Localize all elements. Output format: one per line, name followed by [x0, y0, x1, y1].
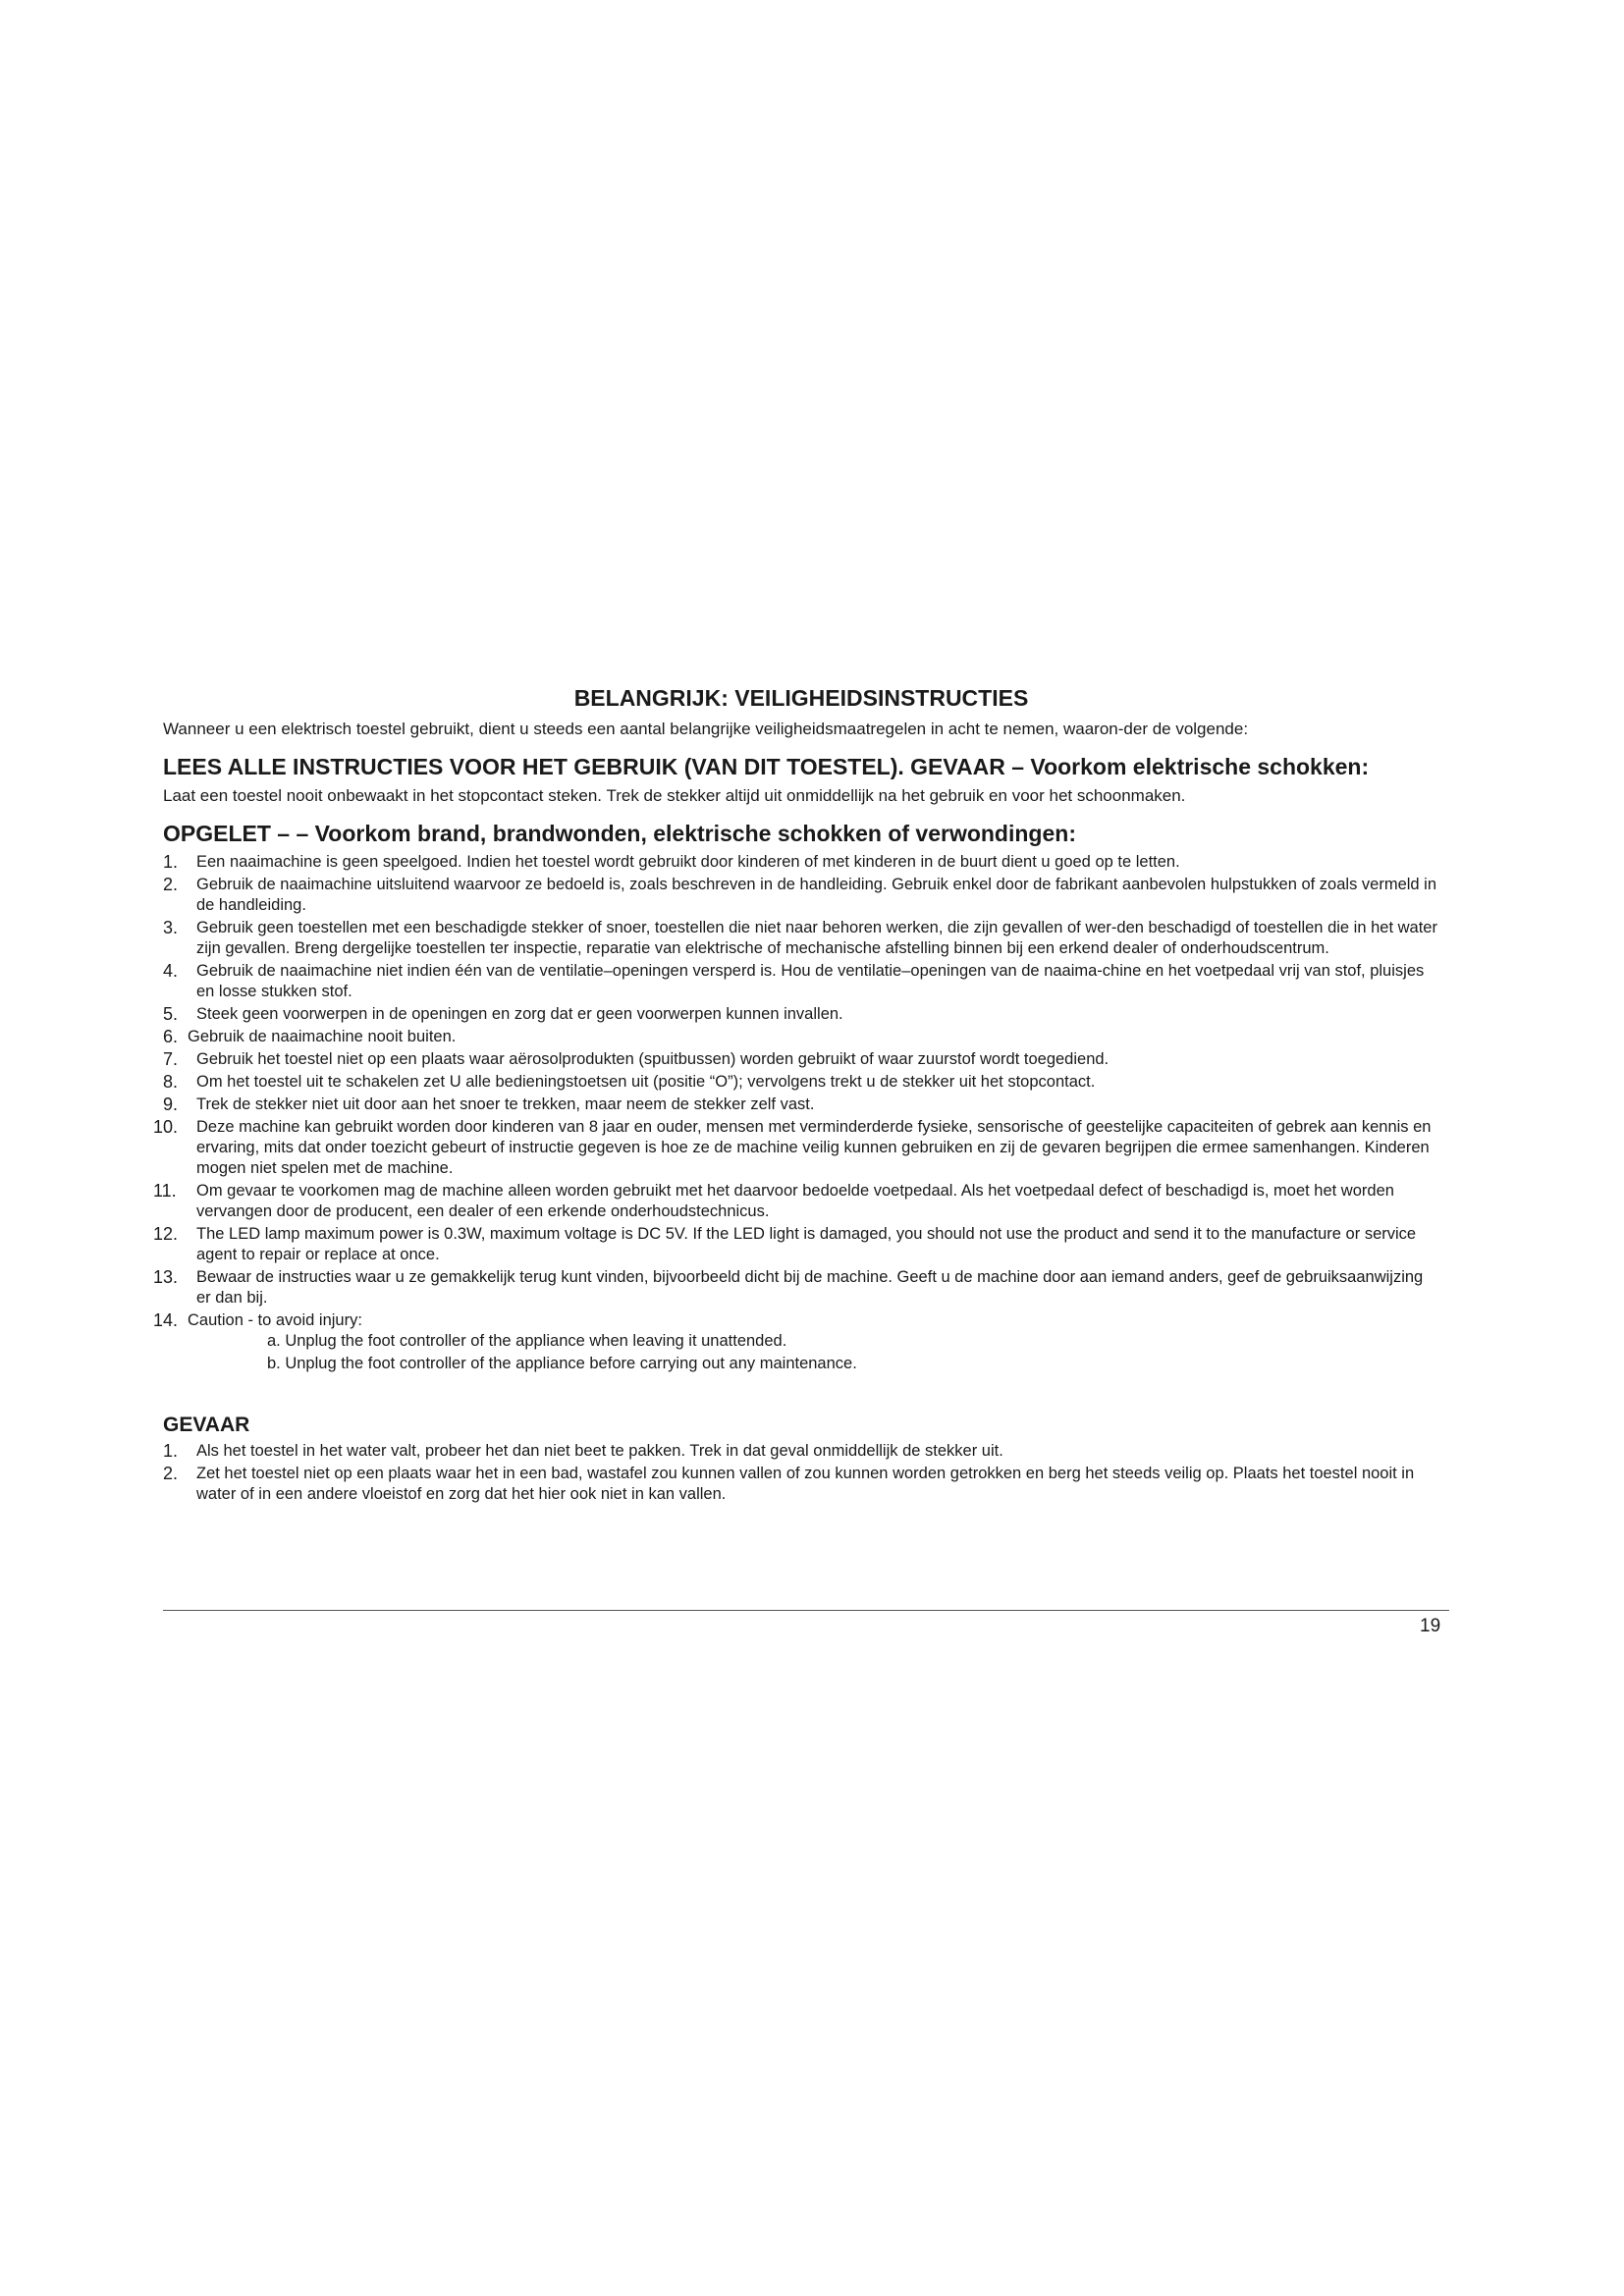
section-heading-caution: OPGELET – – Voorkom brand, brandwonden, elektrische schokken of verwondingen:: [163, 821, 1076, 846]
item-text: Gebruik de naaimachine uitsluitend waarvoor ze bedoeld is, zoals beschreven in de handleiding. Gebruik enkel door de fabrikant aanbevolen hulpstukken of zoals vermeld in de handleiding.: [196, 876, 1437, 914]
item-text: Gebruik de naaimachine niet indien één van de ventilatie–openingen versperd is. Hou de ventilatie–openingen van de naaima-chine en het voetpedaal vrij van stof, pluisjes en losse stukken stof.: [196, 962, 1425, 1000]
item-number: 10.: [153, 1117, 179, 1137]
section-heading-danger: GEVAAR: [163, 1414, 250, 1436]
list-item: [153, 1224, 1439, 1265]
list-item: [153, 1267, 1439, 1308]
item-number: 9.: [163, 1095, 179, 1114]
item-text: Om het toestel uit te schakelen zet U alle bedieningstoetsen uit (positie “O”); vervolgens trekt u de stekker uit het stopcontact.: [196, 1073, 1096, 1091]
item-number: 1.: [163, 852, 179, 872]
list-item: [163, 1072, 1439, 1093]
list-item: [163, 1004, 1439, 1025]
sub-list-item: a. Unplug the foot controller of the appliance when leaving it unattended.: [267, 1332, 787, 1350]
item-number: 3.: [163, 918, 179, 937]
list-item: [153, 1310, 1439, 1374]
item-number: 2.: [163, 875, 179, 894]
sub-list-item: b. Unplug the foot controller of the appliance before carrying out any maintenance.: [267, 1355, 857, 1372]
list-item: [163, 1027, 1439, 1047]
page-number: 19: [1420, 1616, 1441, 1636]
list-item: [163, 852, 1439, 873]
item-text: Gebruik het toestel niet op een plaats waar aërosolprodukten (spuitbussen) worden gebruikt of waar zuurstof wordt toegediend.: [196, 1050, 1110, 1068]
item-text: Bewaar de instructies waar u ze gemakkelijk terug kunt vinden, bijvoorbeeld dicht bij de machine. Geeft u de machine door aan iemand anders, geef de gebruiksaanwijzing er dan bij.: [196, 1268, 1424, 1307]
intro-text: Wanneer u een elektrisch toestel gebruikt, dient u steeds een aantal belangrijke veiligheidsmaatregelen in acht te nemen, waaron-der de volgende:: [163, 720, 1249, 738]
item-number: 12.: [153, 1224, 179, 1244]
item-text: Gebruik geen toestellen met een beschadigde stekker of snoer, toestellen die niet naar behoren werken, die zijn gevallen of wer-den beschadigd of toestellen die in het water zijn gevallen. Breng dergelijke toestellen ter inspectie, reparatie van elektrische of mechanische afstelling binnen bij een erkend dealer of onderhoudscentrum.: [196, 919, 1437, 957]
item-number: 6.: [163, 1027, 179, 1046]
list-item: [153, 1117, 1439, 1179]
item-number: 2.: [163, 1464, 179, 1483]
item-text: Deze machine kan gebruikt worden door kinderen van 8 jaar en ouder, mensen met verminderderde fysieke, sensorische of geestelijke capaciteiten of gebrek aan kennis en ervaring, mits dat onder toezicht gebeurt of instructie gegeven is hoe ze de machine veilig kunnen gebruiken en zij de gevaren begrijpen die ermee samenhangen. Kinderen mogen niet spelen met de machine.: [196, 1118, 1432, 1177]
list-item: [163, 918, 1439, 959]
list-item: [163, 1095, 1439, 1115]
list-item: [163, 1049, 1439, 1070]
list-item: [153, 1181, 1439, 1222]
item-number: 7.: [163, 1049, 179, 1069]
content-area: [153, 683, 1439, 1507]
item-number: 8.: [163, 1072, 179, 1092]
list-item: [163, 1464, 1439, 1505]
page-title: BELANGRIJK: VEILIGHEIDSINSTRUCTIES: [573, 685, 1029, 711]
item-text: Gebruik de naaimachine nooit buiten.: [188, 1028, 457, 1045]
item-number: 11.: [153, 1181, 177, 1201]
list-item: [163, 961, 1439, 1002]
list-item: [163, 1441, 1439, 1462]
item-text: Caution - to avoid injury:: [188, 1311, 362, 1329]
footer-divider: [163, 1610, 1449, 1611]
item-text: Een naaimachine is geen speelgoed. Indien het toestel wordt gebruikt door kinderen of met kinderen in de buurt dient u goed op te letten.: [196, 853, 1180, 871]
item-text: Als het toestel in het water valt, probeer het dan niet beet te pakken. Trek in dat geval onmiddellijk de stekker uit.: [196, 1442, 1003, 1460]
item-text: Om gevaar te voorkomen mag de machine alleen worden gebruikt met het daarvoor bedoelde voetpedaal. Als het voetpedaal defect of beschadigd is, moet het worden vervangen door de producent, een dealer of een erkende onderhoudstechnicus.: [196, 1182, 1394, 1220]
caution-list: [153, 852, 1439, 1374]
item-number: 4.: [163, 961, 179, 981]
item-text: The LED lamp maximum power is 0.3W, maximum voltage is DC 5V. If the LED light is damaged, you should not use the product and send it to the manufacture or service agent to repair or replace at once.: [196, 1225, 1417, 1263]
section-text-instructions: Laat een toestel nooit onbewaakt in het stopcontact steken. Trek de stekker altijd uit onmiddellijk na het gebruik en voor het schoonmaken.: [163, 786, 1186, 805]
section-heading-instructions: LEES ALLE INSTRUCTIES VOOR HET GEBRUIK (VAN DIT TOESTEL). GEVAAR – Voorkom elektrische schokken:: [163, 754, 1370, 779]
item-number: 5.: [163, 1004, 179, 1024]
item-text: Zet het toestel niet op een plaats waar het in een bad, wastafel zou kunnen vallen of zou kunnen worden getrokken en berg het steeds veilig op. Plaats het toestel nooit in water of in een andere vloeistof en zorg dat het hier ook niet in kan vallen.: [196, 1465, 1415, 1503]
item-number: 13.: [153, 1267, 179, 1287]
item-text: Trek de stekker niet uit door aan het snoer te trekken, maar neem de stekker zelf vast.: [196, 1095, 815, 1113]
sub-list: [188, 1331, 1439, 1374]
danger-list: [163, 1441, 1439, 1505]
item-number: 1.: [163, 1441, 179, 1461]
list-item: [163, 875, 1439, 916]
item-number: 14.: [153, 1310, 179, 1330]
item-text: Steek geen voorwerpen in de openingen en zorg dat er geen voorwerpen kunnen invallen.: [196, 1005, 843, 1023]
